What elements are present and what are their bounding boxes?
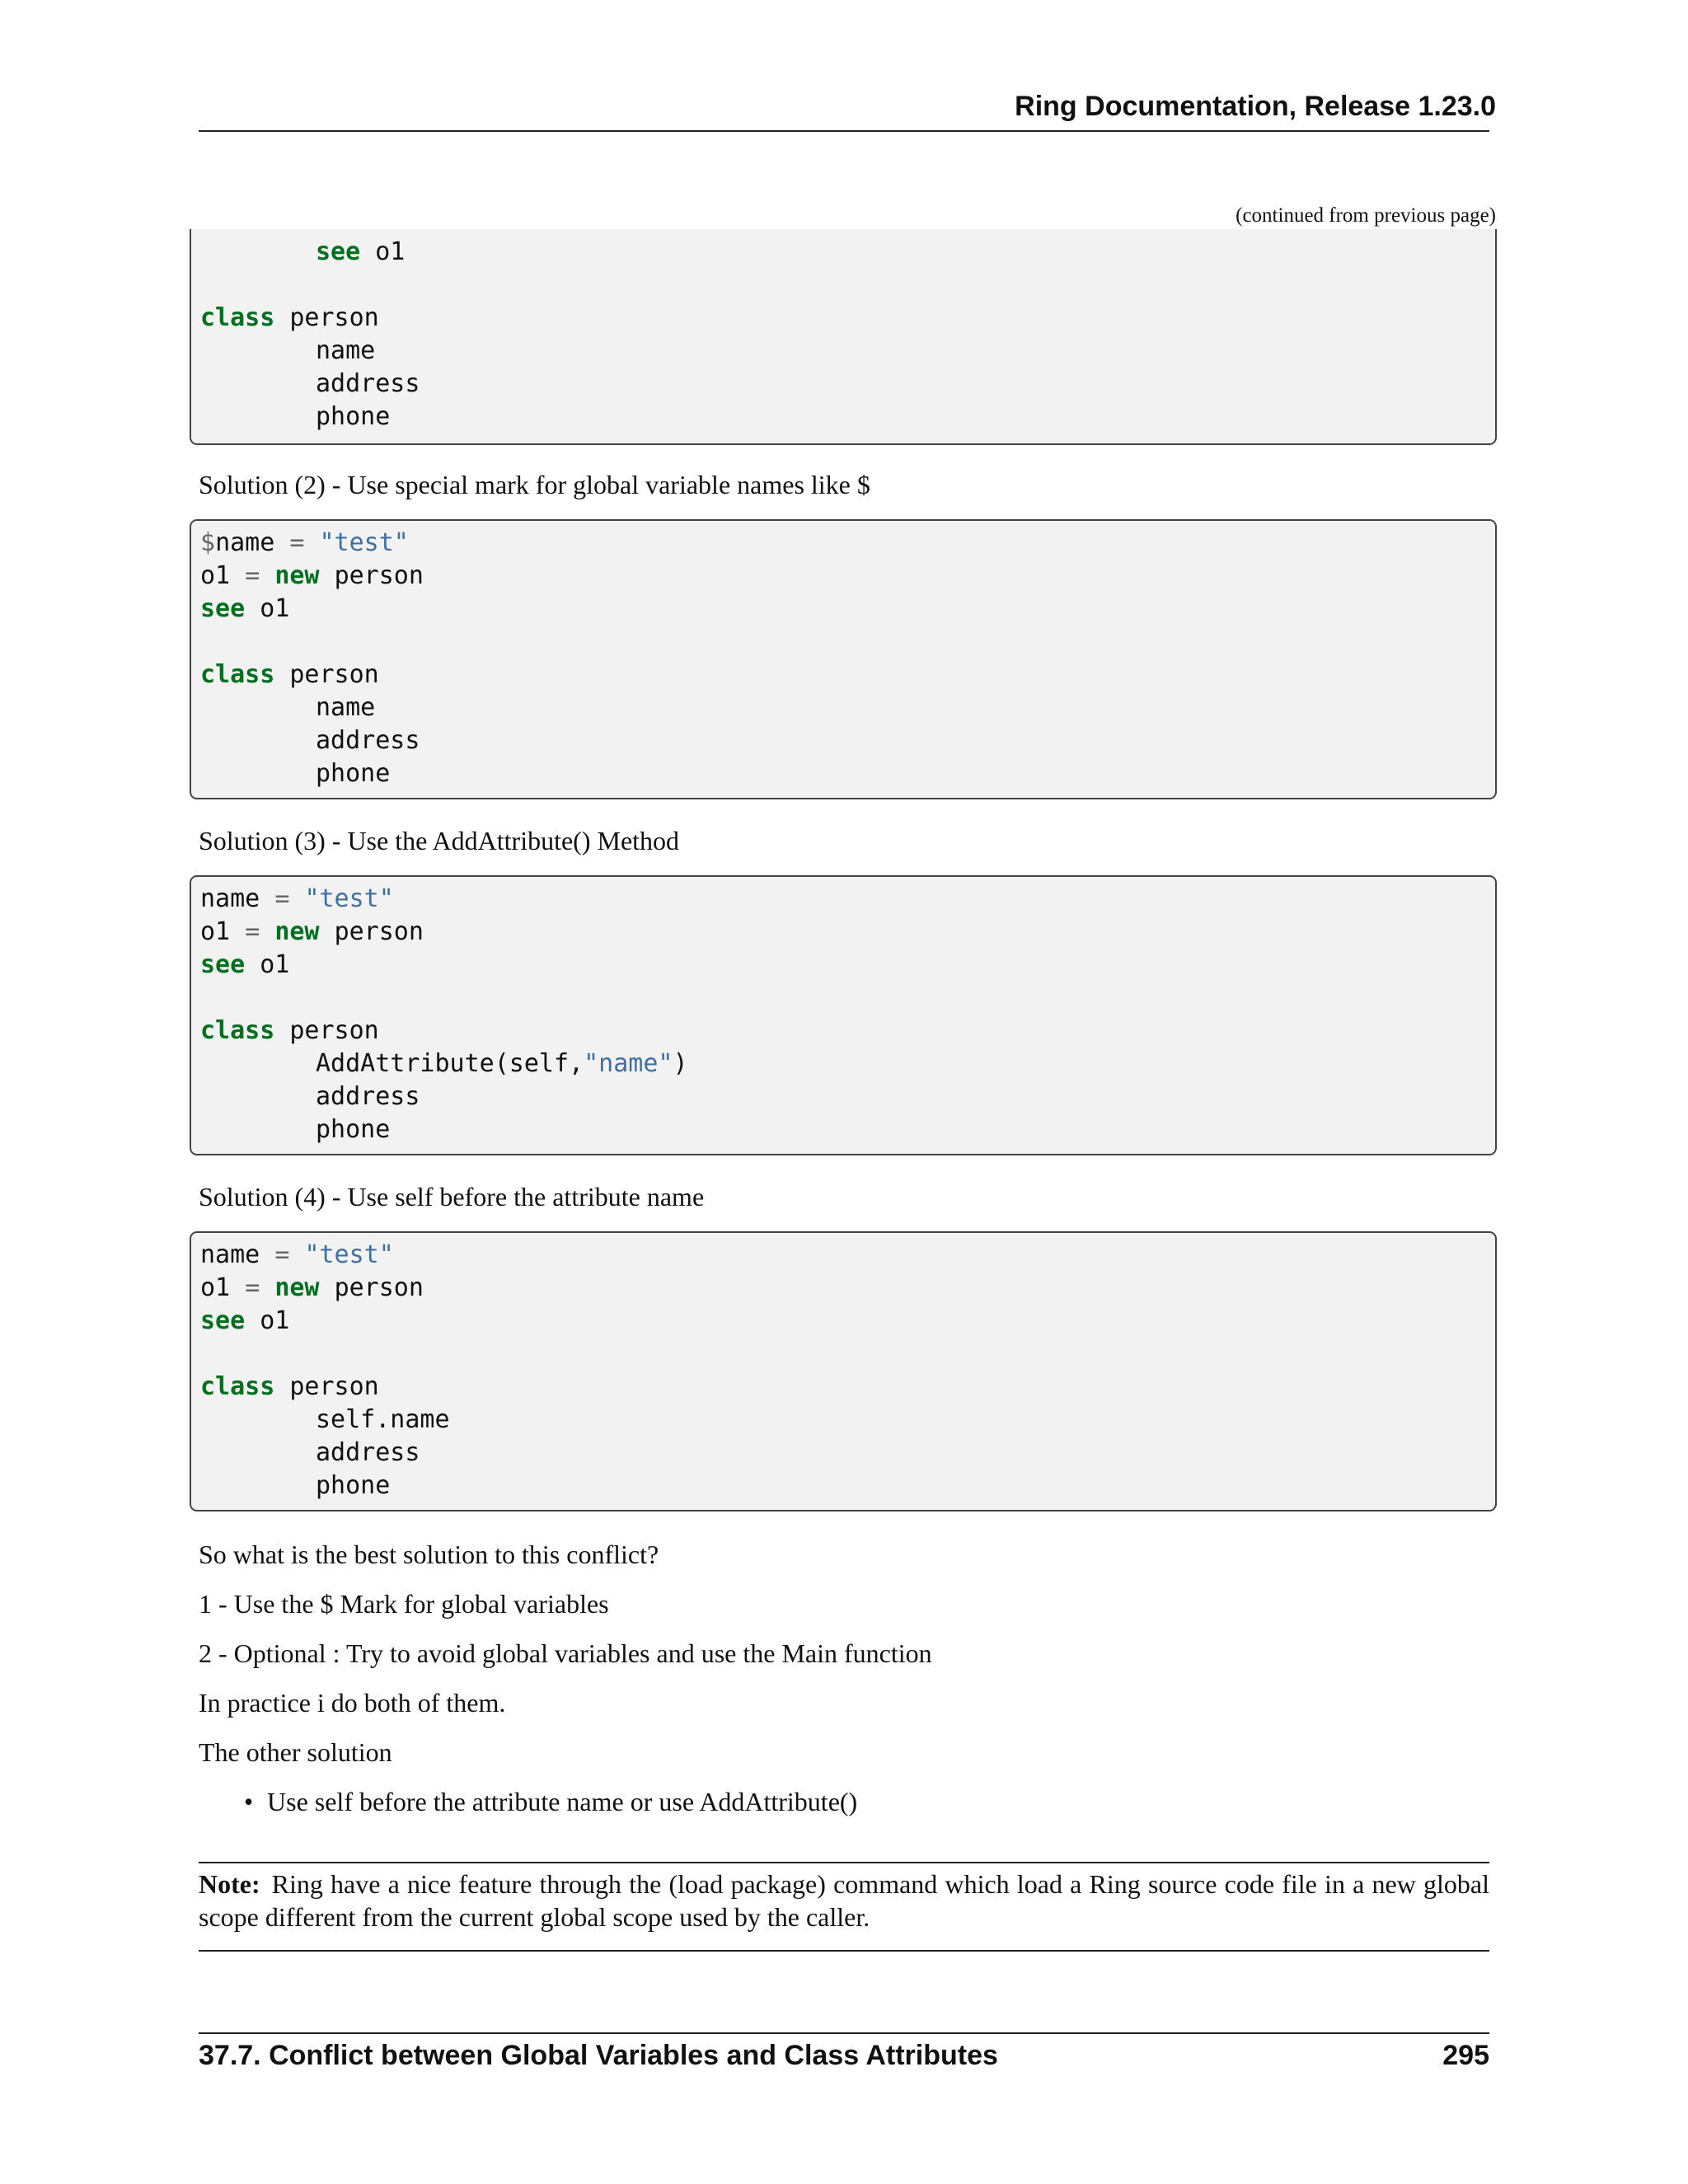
footer-rule [199, 2032, 1489, 2034]
footer-section-title: 37.7. Conflict between Global Variables and Class Attributes [199, 2040, 998, 2071]
note-bottom-rule [199, 1950, 1489, 1952]
code-line: o1 = new person [200, 917, 424, 946]
bullet-icon: • [244, 1787, 254, 1816]
code-line: name = "test" [200, 884, 394, 913]
code-line: address [316, 726, 420, 755]
solution-3-text: Solution (3) - Use the AddAttribute() Method [199, 826, 680, 855]
code-line: phone [316, 402, 391, 431]
code-block-solution-3 [190, 875, 1497, 1155]
code-block-solution-2 [190, 519, 1497, 799]
solution-4-text: Solution (4) - Use self before the attribute name [199, 1182, 705, 1212]
code-line: see o1 [200, 950, 290, 979]
paragraph-question: So what is the best solution to this conflict? [199, 1540, 659, 1569]
note-top-rule [199, 1862, 1489, 1863]
code-line: phone [316, 1115, 391, 1144]
code-line: self.name [316, 1405, 450, 1434]
running-header: Ring Documentation, Release 1.23.0 [1015, 91, 1496, 122]
code-line: $name = "test" [200, 528, 409, 557]
code-line: address [316, 1438, 420, 1467]
note-text: Ring have a nice feature through the (load package) command which load a Ring source code file in a new global scope different from the current global scope used by the caller. [199, 1869, 1489, 1932]
code-line: address [316, 369, 420, 398]
paragraph-practice: In practice i do both of them. [199, 1688, 506, 1718]
code-line: AddAttribute(self,"name") [316, 1049, 688, 1078]
header-rule [199, 130, 1489, 132]
code-block-solution-4 [190, 1231, 1497, 1511]
code-line: see o1 [200, 594, 290, 623]
code-line: phone [316, 759, 391, 788]
bullet-item: Use self before the attribute name or use AddAttribute() [267, 1787, 858, 1816]
paragraph-point-2: 2 - Optional : Try to avoid global variables and use the Main function [199, 1638, 932, 1668]
code-line: class person [200, 660, 379, 689]
solution-2-text: Solution (2) - Use special mark for global variable names like $ [199, 470, 870, 499]
code-line: see o1 [316, 237, 406, 266]
continued-label: (continued from previous page) [1236, 204, 1496, 227]
code-line: class person [200, 1372, 379, 1401]
code-line: o1 = new person [200, 1273, 424, 1302]
note-label: Note: [199, 1869, 260, 1899]
note-box [199, 1868, 1489, 1933]
code-block-continued [190, 229, 1497, 445]
code-line: name = "test" [200, 1240, 394, 1269]
page-number: 295 [1442, 2040, 1489, 2071]
code-line: phone [316, 1471, 391, 1500]
paragraph-point-1: 1 - Use the $ Mark for global variables [199, 1589, 609, 1619]
code-line: see o1 [200, 1306, 290, 1335]
code-line: name [316, 693, 376, 722]
code-line: name [316, 336, 376, 365]
code-line: class person [200, 1016, 379, 1045]
code-line: class person [200, 303, 379, 332]
code-line: o1 = new person [200, 561, 424, 590]
code-line: address [316, 1082, 420, 1111]
paragraph-other-solution: The other solution [199, 1737, 392, 1767]
